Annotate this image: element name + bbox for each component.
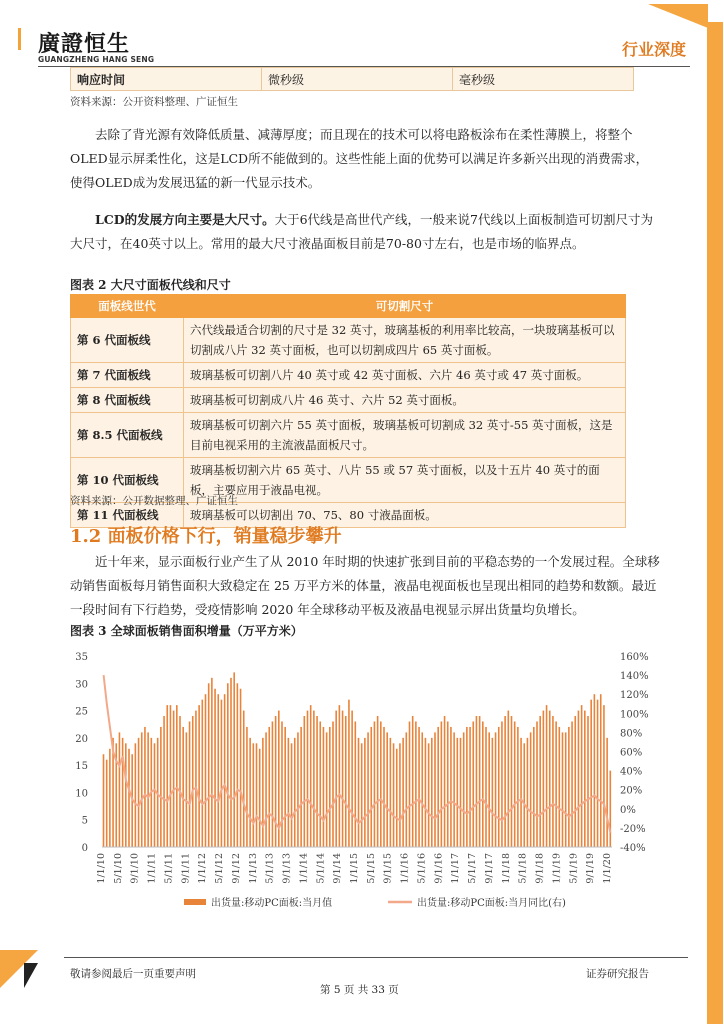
bar bbox=[227, 683, 229, 847]
bar bbox=[402, 738, 404, 847]
bar bbox=[319, 721, 321, 847]
bar bbox=[514, 721, 516, 847]
x-tick-label: 5/1/11 bbox=[163, 853, 175, 884]
bar bbox=[122, 738, 124, 847]
bar bbox=[339, 705, 341, 847]
bar bbox=[406, 732, 408, 847]
table-cell: 第 8 代面板线 bbox=[71, 388, 184, 413]
chart-caption: 图表 3 全球面板销售面积增量（万平方米） bbox=[70, 624, 303, 638]
bar bbox=[568, 727, 570, 847]
y-tick-label: 30 bbox=[75, 679, 88, 691]
x-tick-label: 9/1/19 bbox=[585, 853, 597, 884]
x-tick-label: 1/1/19 bbox=[551, 853, 563, 884]
bar bbox=[606, 738, 608, 847]
bar bbox=[268, 727, 270, 847]
bar bbox=[412, 716, 414, 847]
page-number: 第 5 页 共 33 页 bbox=[320, 984, 399, 996]
bar bbox=[517, 727, 519, 847]
legend-label: 出货量:移动PC面板:当月同比(右) bbox=[417, 898, 566, 909]
x-tick-label: 5/1/16 bbox=[416, 853, 428, 884]
y2-tick-label: -40% bbox=[620, 843, 646, 854]
bar bbox=[160, 727, 162, 847]
bar bbox=[262, 738, 264, 847]
table-cell: 玻璃基板可切割六片 55 英寸面板，玻璃基板可切割成 32 英寸-55 英寸面板，这是目前电视采用的主流液晶面板尺寸。 bbox=[184, 413, 626, 458]
bar bbox=[370, 727, 372, 847]
bar bbox=[233, 672, 235, 847]
sales-area-chart bbox=[64, 642, 654, 922]
bar bbox=[508, 711, 510, 847]
bar bbox=[463, 732, 465, 847]
bar bbox=[166, 705, 168, 847]
bar bbox=[374, 721, 376, 847]
bar bbox=[297, 732, 299, 847]
bar bbox=[434, 732, 436, 847]
y2-tick-label: 20% bbox=[620, 785, 643, 797]
bar bbox=[498, 727, 500, 847]
bar bbox=[125, 743, 127, 847]
bar bbox=[342, 711, 344, 847]
bar bbox=[600, 694, 602, 847]
x-tick-label: 1/1/15 bbox=[349, 853, 360, 884]
bar bbox=[275, 716, 277, 847]
bar bbox=[584, 711, 586, 847]
y2-tick-label: 40% bbox=[620, 766, 643, 778]
emphasis-text: LCD的发展方向主要是大尺寸。 bbox=[95, 212, 275, 227]
bar bbox=[520, 738, 522, 847]
column-header: 可切割尺寸 bbox=[184, 295, 626, 318]
bar bbox=[482, 721, 484, 847]
bar bbox=[208, 683, 210, 847]
body-paragraph: 近十年来，显示面板行业产生了从 2010 年时期的快速扩张到目前的平稳态势的一个发展过程。全球移动销售面板每月销售面积大致稳定在 25 万平方米的体量，液晶电视面板也呈现出相同的趋势和数额。最近一段时间有下行趋势，受疫情影响 2020 年全球移动平板及液晶电视显示屏出货量均负增长。 bbox=[70, 554, 660, 617]
bar bbox=[300, 727, 302, 847]
table-row bbox=[71, 318, 626, 363]
x-tick-label: 5/1/19 bbox=[568, 853, 580, 884]
table-cell: 第 8.5 代面板线 bbox=[71, 413, 184, 458]
table-header-row bbox=[71, 295, 626, 318]
bar bbox=[364, 738, 366, 847]
bar bbox=[476, 716, 478, 847]
x-tick-label: 9/1/14 bbox=[332, 853, 344, 884]
bar bbox=[265, 732, 267, 847]
bar bbox=[603, 705, 605, 847]
table-cell: 玻璃基板切割六片 65 英寸、八片 55 或 57 英寸面板，以及十五片 40 英寸的面板，主要应用于液晶电视。 bbox=[184, 458, 626, 503]
x-tick-label: 9/1/12 bbox=[230, 853, 242, 884]
bar bbox=[182, 727, 184, 847]
table-cell: 第 11 代面板线 bbox=[71, 503, 184, 528]
bar bbox=[536, 721, 538, 847]
bar bbox=[546, 705, 548, 847]
bar bbox=[291, 743, 293, 847]
x-tick-label: 1/1/11 bbox=[146, 853, 158, 884]
bar bbox=[581, 705, 583, 847]
bar bbox=[358, 738, 360, 847]
y-tick-label: 10 bbox=[75, 788, 88, 800]
x-tick-label: 5/1/13 bbox=[264, 853, 276, 884]
bar bbox=[386, 732, 388, 847]
table-cell: 玻璃基板可切割八片 40 英寸或 42 英寸面板、六片 46 英寸或 47 英寸面板。 bbox=[184, 363, 626, 388]
bar bbox=[495, 732, 497, 847]
bar bbox=[294, 738, 296, 847]
table-cell: 第 10 代面板线 bbox=[71, 458, 184, 503]
bar bbox=[198, 705, 200, 847]
bar bbox=[441, 721, 443, 847]
corner-decoration-top bbox=[648, 4, 708, 28]
bar bbox=[154, 743, 156, 847]
bar bbox=[450, 727, 452, 847]
corner-decoration-bottom-dark bbox=[24, 963, 38, 988]
x-tick-label: 1/1/18 bbox=[500, 853, 512, 884]
bar bbox=[211, 678, 213, 847]
x-tick-label: 9/1/13 bbox=[281, 853, 293, 884]
disclaimer-note: 敬请参阅最后一页重要声明 bbox=[70, 968, 196, 980]
bar bbox=[186, 732, 188, 847]
table-cell: 玻璃基板可切割成八片 46 英寸、六片 52 英寸面板。 bbox=[184, 388, 626, 413]
bar bbox=[457, 738, 459, 847]
bar bbox=[479, 716, 481, 847]
bar bbox=[351, 711, 353, 847]
bar bbox=[610, 771, 612, 847]
side-decoration-bar bbox=[707, 22, 723, 1024]
x-tick-label: 9/1/18 bbox=[534, 853, 546, 884]
bar bbox=[511, 716, 513, 847]
table-cell: 玻璃基板可以切割出 70、75、80 寸液晶面板。 bbox=[184, 503, 626, 528]
bar bbox=[447, 721, 449, 847]
body-text: 大于6代线是高世代产线，一般来说7代线以上面板制造可切割尺寸为大尺寸，在40英寸以上。常用的最大尺寸液晶面板目前是70-80寸左右，也是市场的临界点。 bbox=[70, 212, 654, 251]
bar bbox=[259, 749, 261, 847]
bar bbox=[590, 700, 592, 847]
comparison-table bbox=[70, 67, 634, 91]
bar bbox=[488, 732, 490, 847]
bar bbox=[119, 732, 121, 847]
bar bbox=[549, 711, 551, 847]
bar bbox=[578, 711, 580, 847]
bar bbox=[501, 721, 503, 847]
bar bbox=[246, 727, 248, 847]
bar bbox=[396, 749, 398, 847]
bar bbox=[504, 716, 506, 847]
table-cell: 微秒级 bbox=[262, 68, 453, 91]
bar bbox=[431, 738, 433, 847]
bar bbox=[559, 727, 561, 847]
bar bbox=[492, 738, 494, 847]
bar bbox=[367, 732, 369, 847]
x-tick-label: 5/1/15 bbox=[365, 853, 377, 884]
bar bbox=[106, 760, 108, 847]
bar bbox=[135, 743, 137, 847]
bar bbox=[594, 694, 596, 847]
bar bbox=[326, 732, 328, 847]
x-tick-label: 5/1/10 bbox=[112, 853, 124, 884]
bar bbox=[230, 678, 232, 847]
bar bbox=[383, 727, 385, 847]
y-tick-label: 25 bbox=[75, 706, 88, 718]
bar bbox=[284, 727, 286, 847]
bar bbox=[103, 754, 105, 847]
bar bbox=[485, 727, 487, 847]
bar bbox=[393, 743, 395, 847]
bar bbox=[533, 727, 535, 847]
x-tick-label: 1/1/17 bbox=[450, 853, 462, 884]
bar bbox=[428, 743, 430, 847]
y2-tick-label: 100% bbox=[620, 709, 649, 721]
bar bbox=[543, 711, 545, 847]
bar bbox=[173, 711, 175, 847]
bar bbox=[409, 721, 411, 847]
y-tick-label: 0 bbox=[81, 843, 88, 854]
bar bbox=[345, 716, 347, 847]
table-cell: 第 7 代面板线 bbox=[71, 363, 184, 388]
table-row bbox=[71, 363, 626, 388]
x-tick-label: 1/1/16 bbox=[399, 853, 411, 884]
bar bbox=[272, 721, 274, 847]
bar bbox=[163, 716, 165, 847]
x-tick-label: 9/1/15 bbox=[382, 853, 394, 884]
bar bbox=[304, 716, 306, 847]
bar bbox=[281, 721, 283, 847]
bar bbox=[335, 711, 337, 847]
body-paragraph: 去除了背光源有效降低质量、减薄厚度；而且现在的技术可以将电路板涂布在柔性薄膜上，将整个OLED显示屏柔性化，这是LCD所不能做到的。这些性能上面的优势可以满足许多新兴出现的消费需求，使得OLED成为发展迅猛的新一代显示技术。 bbox=[70, 127, 649, 190]
x-tick-label: 1/1/14 bbox=[298, 853, 310, 884]
bar bbox=[128, 749, 130, 847]
bar bbox=[355, 721, 357, 847]
report-label: 证券研究报告 bbox=[586, 968, 649, 980]
legend-swatch bbox=[184, 899, 206, 905]
bar bbox=[539, 716, 541, 847]
table-row bbox=[71, 388, 626, 413]
bar bbox=[390, 738, 392, 847]
bar bbox=[329, 727, 331, 847]
bar bbox=[217, 694, 219, 847]
bar bbox=[307, 711, 309, 847]
bar bbox=[205, 694, 207, 847]
bar bbox=[141, 732, 143, 847]
bar bbox=[437, 727, 439, 847]
table-cell: 第 6 代面板线 bbox=[71, 318, 184, 363]
table-cell: 响应时间 bbox=[71, 68, 262, 91]
bar bbox=[587, 716, 589, 847]
bar bbox=[523, 743, 525, 847]
table-row bbox=[71, 68, 634, 91]
bar bbox=[380, 721, 382, 847]
bar bbox=[176, 705, 178, 847]
bar bbox=[243, 711, 245, 847]
bar bbox=[552, 716, 554, 847]
footer-divider bbox=[64, 957, 688, 958]
bar bbox=[460, 738, 462, 847]
bar bbox=[192, 716, 194, 847]
x-tick-label: 1/1/12 bbox=[197, 853, 209, 884]
section-title: 1.2 面板价格下行，销量稳步攀升 bbox=[70, 526, 342, 547]
bar bbox=[249, 738, 251, 847]
bar bbox=[288, 738, 290, 847]
table-cell: 六代线最适合切割的尺寸是 32 英寸，玻璃基板的利用率比较高，一块玻璃基板可以切割成八片 32 英寸面板，也可以切割成四片 65 英寸面板。 bbox=[184, 318, 626, 363]
bar bbox=[348, 700, 350, 847]
bar bbox=[170, 705, 172, 847]
bar bbox=[224, 694, 226, 847]
figure-caption: 图表 2 大尺寸面板代线和尺寸 bbox=[70, 278, 231, 292]
bar bbox=[109, 749, 111, 847]
x-tick-label: 5/1/14 bbox=[315, 853, 327, 884]
legend-label: 出货量:移动PC面板:当月值 bbox=[211, 898, 333, 909]
column-header: 面板线世代 bbox=[71, 295, 184, 318]
bar bbox=[574, 716, 576, 847]
bar bbox=[399, 743, 401, 847]
bar bbox=[147, 732, 149, 847]
bar bbox=[256, 743, 258, 847]
bar bbox=[418, 727, 420, 847]
y2-tick-label: 120% bbox=[620, 690, 649, 702]
bar bbox=[316, 716, 318, 847]
y2-tick-label: 60% bbox=[620, 747, 643, 759]
bar bbox=[377, 716, 379, 847]
y2-tick-label: 160% bbox=[620, 652, 649, 663]
logo-mark bbox=[18, 28, 21, 50]
y-tick-label: 15 bbox=[75, 761, 88, 773]
bar bbox=[144, 727, 146, 847]
source-note: 资料来源：公开资料整理、广证恒生 bbox=[70, 96, 238, 108]
bar bbox=[530, 732, 532, 847]
bar bbox=[202, 700, 204, 847]
x-tick-label: 5/1/18 bbox=[517, 853, 529, 884]
bar bbox=[138, 738, 140, 847]
body-paragraph bbox=[70, 208, 660, 256]
x-tick-label: 9/1/17 bbox=[483, 853, 495, 884]
source-note: 资料来源：公开数据整理、广证恒生 bbox=[70, 495, 238, 507]
bar bbox=[221, 700, 223, 847]
x-tick-label: 1/1/20 bbox=[602, 853, 613, 884]
bar bbox=[240, 689, 242, 847]
bar bbox=[189, 721, 191, 847]
bar bbox=[597, 700, 599, 847]
bar bbox=[214, 689, 216, 847]
bar bbox=[310, 705, 312, 847]
y2-tick-label: -20% bbox=[620, 823, 646, 835]
x-tick-label: 1/1/10 bbox=[96, 853, 107, 884]
bar bbox=[453, 732, 455, 847]
bar bbox=[323, 727, 325, 847]
bar bbox=[555, 721, 557, 847]
bar bbox=[179, 716, 181, 847]
y2-tick-label: 140% bbox=[620, 671, 649, 683]
company-logo: 廣證恒生 bbox=[38, 32, 131, 57]
y-tick-label: 5 bbox=[81, 815, 88, 827]
bar bbox=[527, 738, 529, 847]
bar bbox=[313, 711, 315, 847]
bar bbox=[253, 743, 255, 847]
bar bbox=[444, 716, 446, 847]
y2-tick-label: 0% bbox=[620, 804, 636, 816]
bar bbox=[466, 727, 468, 847]
x-tick-label: 1/1/13 bbox=[247, 853, 259, 884]
table-row bbox=[71, 413, 626, 458]
bar bbox=[237, 683, 239, 847]
x-tick-label: 9/1/11 bbox=[180, 853, 192, 884]
bar bbox=[571, 721, 573, 847]
bar bbox=[332, 721, 334, 847]
x-tick-label: 5/1/12 bbox=[214, 853, 226, 884]
y2-tick-label: 80% bbox=[620, 728, 643, 740]
bar bbox=[469, 727, 471, 847]
x-tick-label: 5/1/17 bbox=[467, 853, 479, 884]
bar bbox=[565, 732, 567, 847]
x-tick-label: 9/1/10 bbox=[129, 853, 141, 884]
bar bbox=[472, 721, 474, 847]
bar bbox=[361, 743, 363, 847]
x-tick-label: 9/1/16 bbox=[433, 853, 445, 884]
bar bbox=[195, 711, 197, 847]
bar bbox=[421, 732, 423, 847]
bar bbox=[425, 738, 427, 847]
report-type: 行业深度 bbox=[622, 40, 687, 59]
company-logo-english: GUANGZHENG HANG SENG bbox=[38, 55, 155, 64]
table-cell: 毫秒级 bbox=[453, 68, 634, 91]
y-tick-label: 35 bbox=[75, 652, 88, 663]
bar bbox=[562, 732, 564, 847]
y-tick-label: 20 bbox=[75, 733, 88, 745]
bar bbox=[415, 721, 417, 847]
